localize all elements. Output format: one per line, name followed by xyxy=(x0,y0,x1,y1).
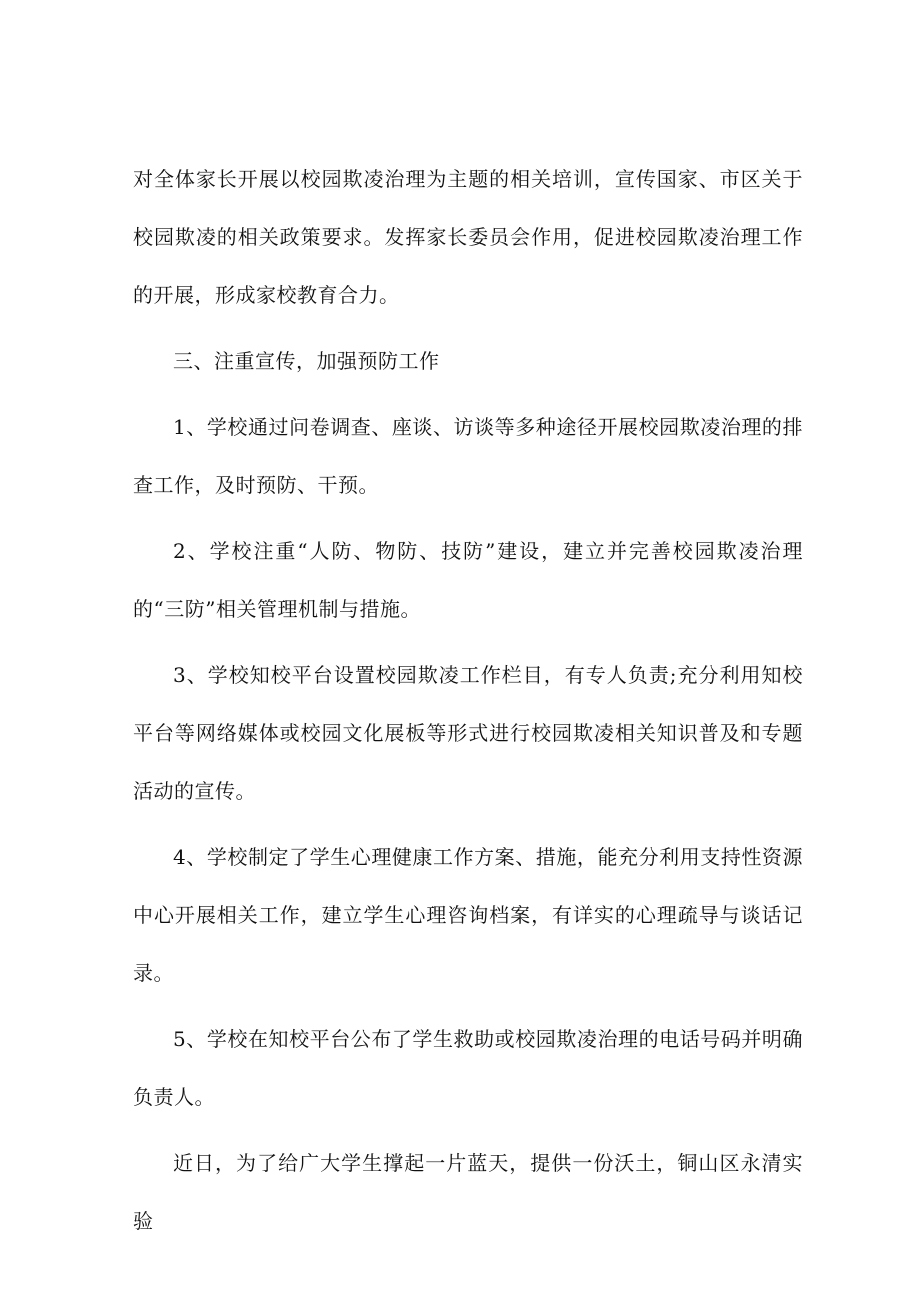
list-item-2: 2、学校注重“人防、物防、技防”建设，建立并完善校园欺凌治理的“三防”相关管理机制与措施。 xyxy=(133,539,803,621)
list-item-5: 5、学校在知校平台公布了学生救助或校园欺凌治理的电话号码并明确负责人。 xyxy=(133,1027,803,1109)
paragraph-continuation: 对全体家长开展以校园欺凌治理为主题的相关培训，宣传国家、市区关于校园欺凌的相关政策要求。发挥家长委员会作用，促进校园欺凌治理工作的开展，形成家校教育合力。 xyxy=(133,167,803,307)
section-heading: 三、注重宣传，加强预防工作 xyxy=(173,349,440,373)
list-item-4: 4、学校制定了学生心理健康工作方案、措施，能充分利用支持性资源中心开展相关工作，建立学生心理咨询档案，有详实的心理疏导与谈话记录。 xyxy=(133,845,803,985)
list-item-3: 3、学校知校平台设置校园欺凌工作栏目，有专人负责;充分利用知校平台等网络媒体或校园文化展板等形式进行校园欺凌相关知识普及和专题活动的宣传。 xyxy=(133,663,803,803)
document-body xyxy=(133,150,803,1258)
list-item-1: 1、学校通过问卷调查、座谈、访谈等多种途径开展校园欺凌治理的排查工作，及时预防、干预。 xyxy=(133,415,803,497)
paragraph-start: 近日，为了给广大学生撑起一片蓝天，提供一份沃土，铜山区永清实验 xyxy=(133,1151,803,1233)
